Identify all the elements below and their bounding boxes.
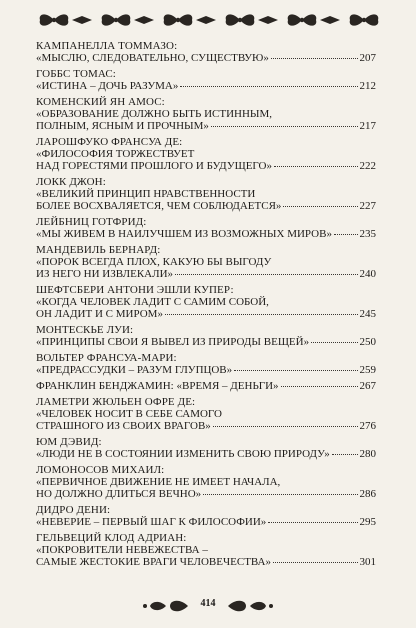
entry-quote-line: «ИСТИНА – ДОЧЬ РАЗУМА» <box>36 80 179 92</box>
entry-quote-line: «НЕВЕРИЕ – ПЕРВЫЙ ШАГ К ФИЛОСОФИИ» <box>36 516 267 528</box>
page-number: 414 <box>200 598 216 609</box>
dot-leader <box>332 454 358 455</box>
entry-page: 295 <box>359 516 376 528</box>
entry-author: КОМЕНСКИЙ ЯН АМОС: <box>36 96 165 108</box>
entry-quote-line: «ПРИНЦИПЫ СВОИ Я ВЫВЕЛ ИЗ ПРИРОДЫ ВЕЩЕЙ» <box>36 336 310 348</box>
toc-entry[interactable] <box>36 532 376 568</box>
entry-page: 250 <box>359 336 376 348</box>
dot-leader <box>281 386 358 387</box>
entry-author: ЛОМОНОСОВ МИХАИЛ: <box>36 464 165 476</box>
entry-page: 222 <box>359 160 376 172</box>
entry-author: ВОЛЬТЕР ФРАНСУА-МАРИ: <box>36 352 177 364</box>
dot-leader <box>271 58 358 59</box>
bottom-ornament <box>140 594 276 618</box>
entry-author: МОНТЕСКЬЕ ЛУИ: <box>36 324 134 336</box>
dot-leader <box>283 206 357 207</box>
entry-quote-line: «КОГДА ЧЕЛОВЕК ЛАДИТ С САМИМ СОБОЙ, <box>36 296 269 308</box>
entry-author: ЮМ ДЭВИД: <box>36 436 102 448</box>
entry-page: 212 <box>359 80 376 92</box>
dot-leader <box>311 342 357 343</box>
entry-quote-line: «ФИЛОСОФИЯ ТОРЖЕСТВУЕТ <box>36 148 195 160</box>
entry-quote-line: ПОЛНЫМ, ЯСНЫМ И ПРОЧНЫМ» <box>36 120 209 132</box>
toc-entry[interactable] <box>36 40 376 64</box>
entry-page: 286 <box>359 488 376 500</box>
entry-quote-line: «ОБРАЗОВАНИЕ ДОЛЖНО БЫТЬ ИСТИННЫМ, <box>36 108 273 120</box>
entry-quote-line: НАД ГОРЕСТЯМИ ПРОШЛОГО И БУДУЩЕГО» <box>36 160 272 172</box>
dot-leader <box>203 494 357 495</box>
toc-entry[interactable] <box>36 136 376 172</box>
toc-entry[interactable] <box>36 396 376 432</box>
entry-page: 301 <box>359 556 376 568</box>
ornament-motif-icon <box>40 14 69 25</box>
entry-quote-line: «ПОРОК ВСЕГДА ПЛОХ, КАКУЮ БЫ ВЫГОДУ <box>36 256 272 268</box>
dot-leader <box>180 86 357 87</box>
entry-author: ГОББС ТОМАС: <box>36 68 116 80</box>
entry-quote-line: «ВРЕМЯ – ДЕНЬГИ» <box>176 380 279 392</box>
entry-page: 207 <box>359 52 376 64</box>
entry-quote-line: ИЗ НЕГО НИ ИЗВЛЕКАЛИ» <box>36 268 174 280</box>
entry-author: КАМПАНЕЛЛА ТОММАЗО: <box>36 40 178 52</box>
dot-leader <box>274 166 358 167</box>
entry-author: ЛЕЙБНИЦ ГОТФРИД: <box>36 216 147 228</box>
dot-leader <box>211 126 358 127</box>
entry-author: ГЕЛЬВЕЦИЙ КЛОД АДРИАН: <box>36 532 187 544</box>
entry-page: 235 <box>359 228 376 240</box>
entry-page: 259 <box>359 364 376 376</box>
ornament-motif-icon <box>164 14 193 25</box>
entry-quote-line: «ПРЕДРАССУДКИ – РАЗУМ ГЛУПЦОВ» <box>36 364 233 376</box>
toc-entry[interactable] <box>36 380 376 392</box>
table-of-contents <box>36 40 376 572</box>
toc-entry[interactable] <box>36 504 376 528</box>
entry-quote-line: «ЧЕЛОВЕК НОСИТ В СЕБЕ САМОГО <box>36 408 222 420</box>
ornament-motif-icon <box>226 14 255 25</box>
entry-page: 217 <box>359 120 376 132</box>
entry-quote-line: «ПОКРОВИТЕЛИ НЕВЕЖЕСТВА – <box>36 544 208 556</box>
entry-quote-line: «МЫСЛЮ, СЛЕДОВАТЕЛЬНО, СУЩЕСТВУЮ» <box>36 52 269 64</box>
entry-quote-line: БОЛЕЕ ВОСХВАЛЯЕТСЯ, ЧЕМ СОБЛЮДАЕТСЯ» <box>36 200 282 212</box>
dot-leader <box>165 314 358 315</box>
ornament-motif-icon <box>288 14 317 25</box>
entry-author: МАНДЕВИЛЬ БЕРНАРД: <box>36 244 161 256</box>
entry-page: 276 <box>359 420 376 432</box>
entry-quote-line: СТРАШНОГО ИЗ СВОИХ ВРАГОВ» <box>36 420 211 432</box>
toc-entry[interactable] <box>36 464 376 500</box>
toc-entry[interactable] <box>36 96 376 132</box>
entry-quote-line: НО ДОЛЖНО ДЛИТЬСЯ ВЕЧНО» <box>36 488 202 500</box>
toc-entry[interactable] <box>36 352 376 376</box>
entry-quote-line: «ЛЮДИ НЕ В СОСТОЯНИИ ИЗМЕНИТЬ СВОЮ ПРИРОДУ» <box>36 448 330 460</box>
dot-leader <box>334 234 358 235</box>
dot-leader <box>234 370 357 371</box>
top-ornament-band <box>32 8 384 32</box>
entry-author: ЛОКК ДЖОН: <box>36 176 106 188</box>
entry-page: 245 <box>359 308 376 320</box>
dot-leader <box>268 522 357 523</box>
entry-author: ЛАМЕТРИ ЖЮЛЬЕН ОФРЕ ДЕ: <box>36 396 196 408</box>
entry-author: ФРАНКЛИН БЕНДЖАМИН: <box>36 380 174 392</box>
entry-page: 267 <box>359 380 376 392</box>
entry-author: ДИДРО ДЕНИ: <box>36 504 111 516</box>
toc-entry[interactable] <box>36 324 376 348</box>
entry-quote-line: «МЫ ЖИВЕМ В НАИЛУЧШЕМ ИЗ ВОЗМОЖНЫХ МИРОВ» <box>36 228 332 240</box>
entry-page: 240 <box>359 268 376 280</box>
entry-author: ШЕФТСБЕРИ АНТОНИ ЭШЛИ КУПЕР: <box>36 284 234 296</box>
entry-quote-line: ОН ЛАДИТ И С МИРОМ» <box>36 308 163 320</box>
entry-author: ЛАРОШФУКО ФРАНСУА ДЕ: <box>36 136 183 148</box>
ornament-motif-icon <box>350 14 379 25</box>
dot-leader <box>175 274 357 275</box>
toc-entry[interactable] <box>36 244 376 280</box>
toc-entry[interactable] <box>36 176 376 212</box>
toc-entry[interactable] <box>36 436 376 460</box>
entry-quote-line: «ВЕЛИКИЙ ПРИНЦИП НРАВСТВЕННОСТИ <box>36 188 256 200</box>
entry-page: 227 <box>359 200 376 212</box>
toc-entry[interactable] <box>36 284 376 320</box>
dot-leader <box>273 562 358 563</box>
entry-page: 280 <box>359 448 376 460</box>
toc-entry[interactable] <box>36 68 376 92</box>
ornament-motif-icon <box>102 14 131 25</box>
dot-leader <box>213 426 358 427</box>
entry-quote-line: САМЫЕ ЖЕСТОКИЕ ВРАГИ ЧЕЛОВЕЧЕСТВА» <box>36 556 271 568</box>
entry-quote-line: «ПЕРВИЧНОЕ ДВИЖЕНИЕ НЕ ИМЕЕТ НАЧАЛА, <box>36 476 281 488</box>
toc-entry[interactable] <box>36 216 376 240</box>
